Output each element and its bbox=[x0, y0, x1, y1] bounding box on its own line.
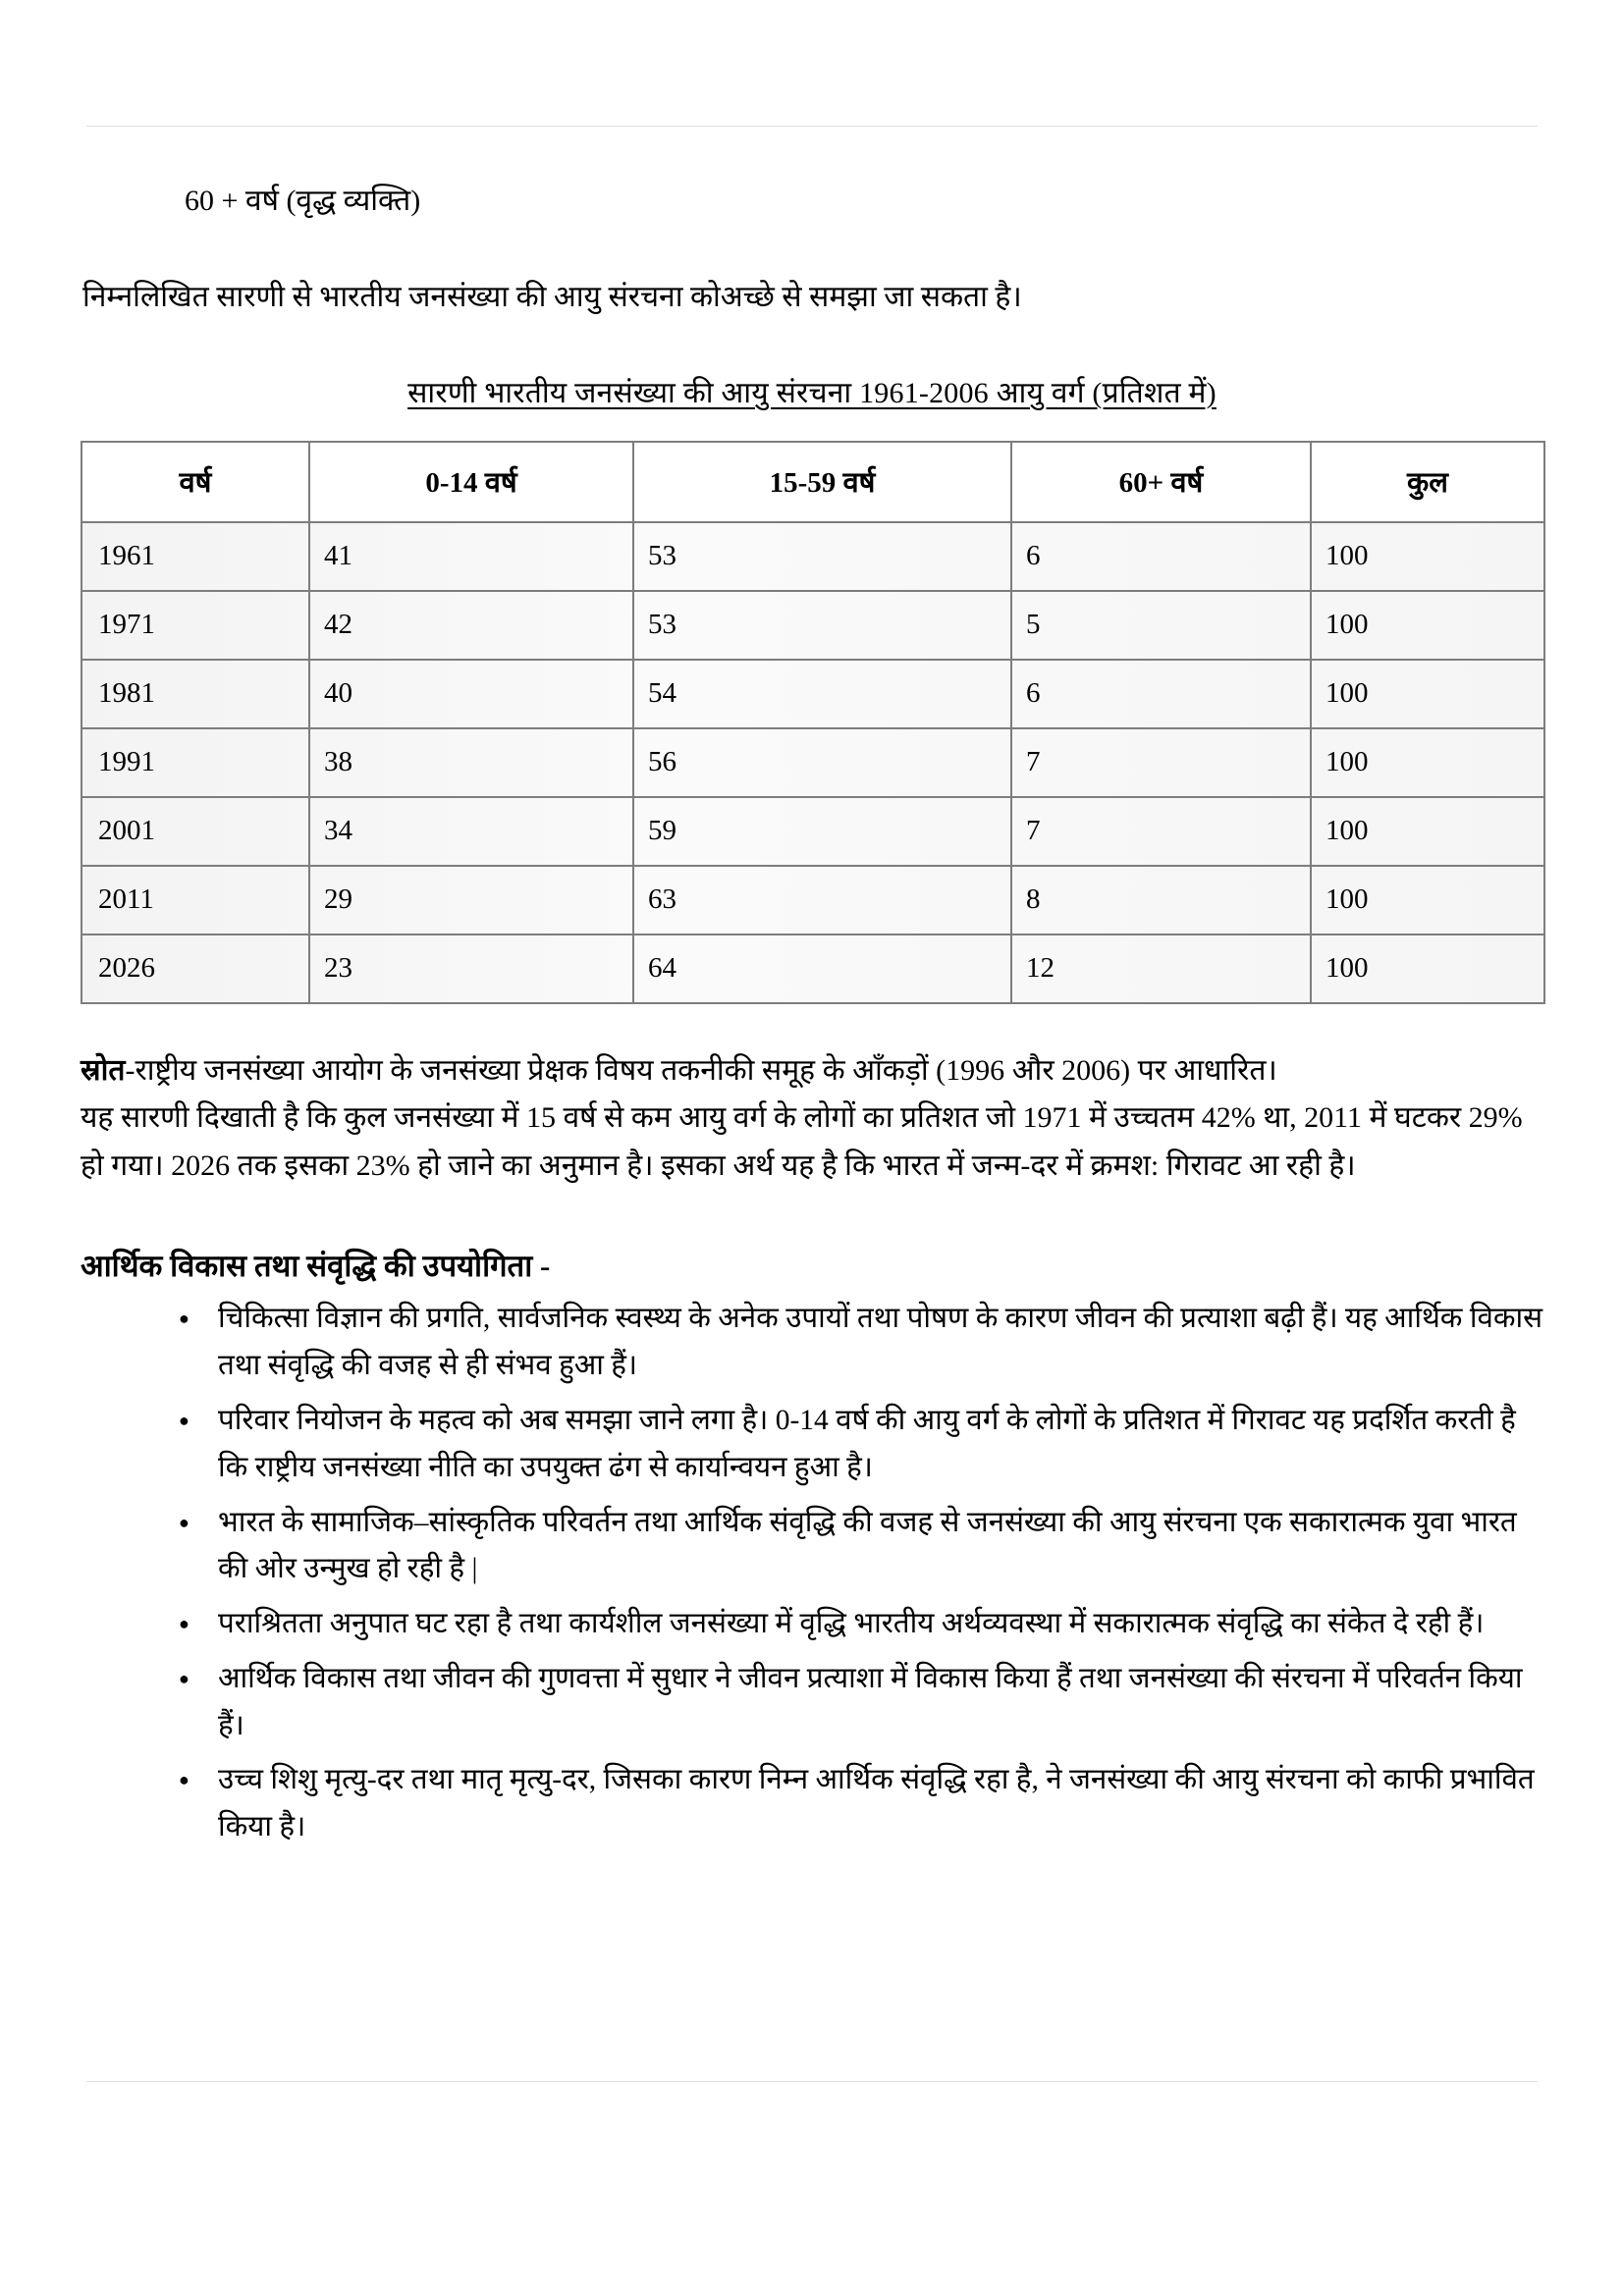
page-top-rule bbox=[86, 126, 1538, 127]
age-group-line: 60 + वर्ष (वृद्ध व्यक्ति) bbox=[185, 185, 421, 217]
table-body bbox=[81, 522, 1544, 1003]
table-row bbox=[81, 522, 1544, 591]
column-header-15-59: 15-59 वर्ष bbox=[633, 442, 1011, 522]
cell-total: 100 bbox=[1311, 934, 1544, 1003]
list-item: ● आर्थिक विकास तथा जीवन की गुणवत्ता में सुधार ने जीवन प्रत्याशा में विकास किया हैं तथा जनसंख्या की संरचना में परिवर्तन किया हैं। bbox=[179, 1656, 1543, 1750]
table-row bbox=[81, 866, 1544, 934]
table-row bbox=[81, 728, 1544, 797]
table-row bbox=[81, 660, 1544, 728]
column-header-year: वर्ष bbox=[81, 442, 309, 522]
document-content bbox=[81, 147, 1543, 1859]
cell-total: 100 bbox=[1311, 797, 1544, 866]
column-header-total: कुल bbox=[1311, 442, 1544, 522]
cell-year: 1971 bbox=[81, 591, 309, 660]
cell-total: 100 bbox=[1311, 728, 1544, 797]
table-title-text: सारणी भारतीय जनसंख्या की आयु संरचना 1961-2006 आयु वर्ग (प्रतिशत में) bbox=[407, 376, 1217, 409]
section-heading: आर्थिक विकास तथा संवृद्धि की उपयोगिता - bbox=[81, 1249, 551, 1284]
cell-15-59: 54 bbox=[633, 660, 1011, 728]
source-note bbox=[81, 1004, 1543, 1095]
table-row bbox=[81, 591, 1544, 660]
cell-year: 1991 bbox=[81, 728, 309, 797]
cell-0-14: 38 bbox=[309, 728, 633, 797]
cell-total: 100 bbox=[1311, 591, 1544, 660]
table-header-row bbox=[81, 442, 1544, 522]
cell-15-59: 63 bbox=[633, 866, 1011, 934]
table-title bbox=[81, 322, 1543, 441]
cell-0-14: 40 bbox=[309, 660, 633, 728]
cell-0-14: 41 bbox=[309, 522, 633, 591]
cell-60plus: 12 bbox=[1011, 934, 1311, 1003]
cell-0-14: 29 bbox=[309, 866, 633, 934]
column-header-60plus: 60+ वर्ष bbox=[1011, 442, 1311, 522]
column-header-0-14: 0-14 वर्ष bbox=[309, 442, 633, 522]
cell-0-14: 34 bbox=[309, 797, 633, 866]
cell-60plus: 7 bbox=[1011, 797, 1311, 866]
cell-60plus: 7 bbox=[1011, 728, 1311, 797]
list-item: ● पराश्रितता अनुपात घट रहा है तथा कार्यशील जनसंख्या में वृद्धि भारतीय अर्थव्यवस्था में सकारात्मक संवृद्धि का संकेत दे रही हैं। bbox=[179, 1601, 1543, 1648]
source-label: स्रोत bbox=[81, 1053, 126, 1087]
cell-15-59: 53 bbox=[633, 591, 1011, 660]
list-item: ● परिवार नियोजन के महत्व को अब समझा जाने लगा है। 0-14 वर्ष की आयु वर्ग के लोगों के प्रतिशत में गिरावट यह प्रदर्शित करती है कि राष्ट्रीय जनसंख्या नीति का उपयुक्त ढंग से कार्यान्वयन हुआ है। bbox=[179, 1398, 1543, 1492]
source-text: -राष्ट्रीय जनसंख्या आयोग के जनसंख्या प्रेक्षक विषय तकनीकी समूह के आँकड़ों (1996 और 2006) पर आधारित। bbox=[125, 1053, 1277, 1087]
cell-year: 1981 bbox=[81, 660, 309, 728]
cell-15-59: 56 bbox=[633, 728, 1011, 797]
cell-60plus: 5 bbox=[1011, 591, 1311, 660]
cell-total: 100 bbox=[1311, 522, 1544, 591]
table-row bbox=[81, 797, 1544, 866]
cell-15-59: 53 bbox=[633, 522, 1011, 591]
age-structure-table bbox=[81, 441, 1545, 1004]
cell-0-14: 23 bbox=[309, 934, 633, 1003]
list-item: ● उच्च शिशु मृत्यु-दर तथा मातृ मृत्यु-दर, जिसका कारण निम्न आर्थिक संवृद्धि रहा है, ने जनसंख्या की आयु संरचना को काफी प्रभावित किया है। bbox=[179, 1757, 1543, 1851]
intro-paragraph: निम्नलिखित सारणी से भारतीय जनसंख्या की आयु संरचना कोअच्छे से समझा जा सकता है। bbox=[82, 281, 1022, 313]
cell-15-59: 59 bbox=[633, 797, 1011, 866]
cell-year: 2026 bbox=[81, 934, 309, 1003]
cell-60plus: 8 bbox=[1011, 866, 1311, 934]
table-header bbox=[81, 442, 1544, 522]
cell-total: 100 bbox=[1311, 660, 1544, 728]
utility-points-list bbox=[81, 1296, 1543, 1851]
cell-0-14: 42 bbox=[309, 591, 633, 660]
cell-year: 2011 bbox=[81, 866, 309, 934]
cell-60plus: 6 bbox=[1011, 522, 1311, 591]
cell-year: 1961 bbox=[81, 522, 309, 591]
cell-15-59: 64 bbox=[633, 934, 1011, 1003]
list-item: ● भारत के सामाजिक–सांस्कृतिक परिवर्तन तथा आर्थिक संवृद्धि की वजह से जनसंख्या की आयु संरचना एक सकारात्मक युवा भारत की ओर उन्मुख हो रही है | bbox=[179, 1500, 1543, 1594]
analysis-paragraph: यह सारणी दिखाती है कि कुल जनसंख्या में 15 वर्ष से कम आयु वर्ग के लोगों का प्रतिशत जो 1971 में उच्चतम 42% था, 2011 में घटकर 29% हो गया। 2026 तक इसका 23% हो जाने का अनुमान है। इसका अर्थ यह है कि भारत में जन्म-दर में क्रमश: गिरावट आ रही है। bbox=[81, 1101, 1523, 1182]
page-bottom-rule bbox=[86, 2081, 1538, 2082]
list-item: ● चिकित्सा विज्ञान की प्रगति, सार्वजनिक स्वस्थ्य के अनेक उपायों तथा पोषण के कारण जीवन की प्रत्याशा बढ़ी हैं। यह आर्थिक विकास तथा संवृद्धि की वजह से ही संभव हुआ हैं। bbox=[179, 1296, 1543, 1390]
cell-year: 2001 bbox=[81, 797, 309, 866]
cell-total: 100 bbox=[1311, 866, 1544, 934]
table-row bbox=[81, 934, 1544, 1003]
cell-60plus: 6 bbox=[1011, 660, 1311, 728]
